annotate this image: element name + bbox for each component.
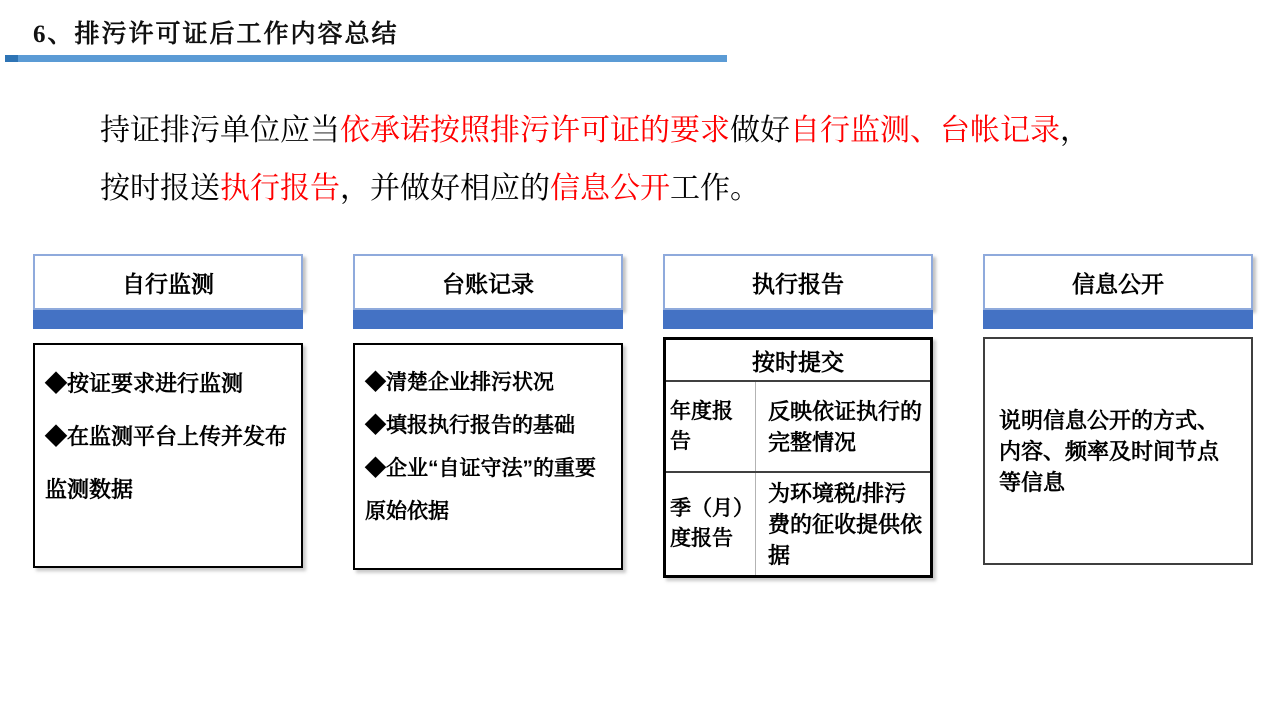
table-row-annual-report [666,382,930,473]
column-ledger-records [353,254,623,570]
column-self-monitoring [33,254,303,568]
intro-line-2 [100,160,1220,218]
table-caption: 按时提交 [666,340,930,382]
information-disclosure-box [983,337,1253,565]
column-execution-report [663,254,933,578]
column-header-label: 自行监测 [122,270,214,297]
info-note: 说明信息公开的方式、内容、频率及时间节点等信息 [999,407,1220,495]
intro-segment: ，并做好相应的 [340,172,550,205]
bullet-item: ◆企业“自证守法”的重要原始依据 [365,457,596,523]
intro-segment: 按时报送 [100,172,220,205]
self-monitoring-box [33,343,303,568]
intro-line-1 [100,102,1220,160]
column-header-label: 信息公开 [1072,270,1164,297]
intro-segment: 持证排污单位应当 [100,114,340,147]
header-accent-bar [983,310,1253,329]
intro-segment-highlight: 依承诺按照排污许可证的要求 [340,114,730,147]
intro-segment-highlight: 执行报告 [220,172,340,205]
table-row-label: 季（月）度报告 [666,473,756,575]
title-underline-tip [5,55,18,62]
column-header-self-monitoring [33,254,303,310]
intro-segment-highlight: 自行监测、台帐记录 [790,114,1060,147]
header-accent-bar [663,310,933,329]
ledger-records-box [353,343,623,570]
bullet-item: ◆在监测平台上传并发布监测数据 [45,424,288,502]
bullet-item: ◆填报执行报告的基础 [365,414,575,437]
intro-segment: ， [1060,114,1090,147]
page-title: 6、排污许可证后工作内容总结 [33,21,399,48]
bullet-item: ◆按证要求进行监测 [45,371,244,396]
summary-columns [33,254,1253,578]
column-information-disclosure [983,254,1253,565]
table-row-description: 为环境税/排污费的征收提供依据 [768,480,923,568]
intro-paragraph [100,102,1220,218]
header-accent-bar [33,310,303,329]
column-header-information-disclosure [983,254,1253,310]
table-row-quarterly-report [666,473,930,575]
table-row-description: 反映依证执行的完整情况 [768,398,923,455]
table-row-label: 年度报告 [666,382,756,471]
column-header-execution-report [663,254,933,310]
intro-segment: 做好 [730,114,790,147]
report-submission-table [663,337,933,578]
intro-segment: 工作。 [670,172,760,205]
column-header-label: 台账记录 [442,270,534,297]
bullet-item: ◆清楚企业排污状况 [365,371,554,394]
column-header-ledger-records [353,254,623,310]
title-underline [5,55,727,62]
column-header-label: 执行报告 [752,270,844,297]
header-accent-bar [353,310,623,329]
intro-segment-highlight: 信息公开 [550,172,670,205]
